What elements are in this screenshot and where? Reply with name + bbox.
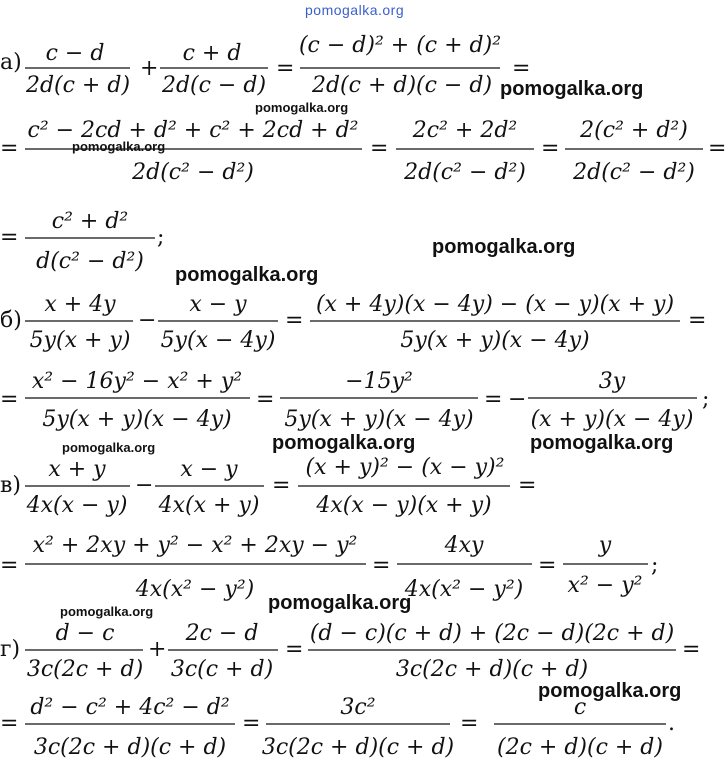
- equals-sign: =: [285, 637, 304, 662]
- equals-sign: =: [688, 308, 707, 333]
- fraction-numerator: d² − c² + 4c² − d²: [30, 695, 230, 720]
- fraction-numerator: 3y: [598, 369, 626, 394]
- fraction-numerator: x + y: [48, 457, 106, 482]
- equals-sign: =: [682, 637, 701, 662]
- equals-sign: =: [512, 56, 531, 81]
- fraction-denominator: 2d(c − d): [161, 73, 267, 98]
- equals-sign: =: [0, 136, 19, 161]
- fraction-numerator: x² − 16y² − x² + y²: [31, 369, 243, 394]
- fraction-denominator: 3c(2c + d)(c + d): [261, 735, 455, 760]
- equals-sign: =: [272, 473, 291, 498]
- fraction-numerator: x − y: [180, 457, 238, 482]
- watermark: pomogalka.org: [530, 432, 674, 454]
- part-b-step-2: [0, 360, 728, 435]
- fraction-denominator: 5y(x + y)(x − 4y): [42, 407, 232, 432]
- watermark: pomogalka.org: [175, 264, 319, 286]
- watermark: pomogalka.org: [268, 592, 412, 614]
- fraction-denominator: x² − y²: [567, 573, 643, 598]
- watermark: pomogalka.org: [432, 236, 576, 258]
- minus-sign: −: [135, 473, 154, 498]
- part-v-step-1: [0, 452, 728, 522]
- part-a-label: а): [0, 50, 22, 75]
- fraction-denominator: (2c + d)(c + d): [497, 735, 663, 760]
- fraction-numerator: −15y²: [345, 369, 413, 394]
- equals-sign: =: [0, 711, 19, 736]
- fraction-denominator: 5y(x + y)(x − 4y): [284, 407, 474, 432]
- fraction-denominator: 3c(2c + d)(c + d): [33, 735, 227, 760]
- fraction-numerator: x − y: [189, 292, 247, 317]
- fraction-numerator: (c − d)² + (c + d)²: [298, 33, 502, 58]
- fraction-numerator: c + d: [182, 41, 242, 66]
- equals-sign: =: [372, 553, 391, 578]
- fraction-numerator: 2c − d: [185, 621, 259, 646]
- fraction-denominator: d(c² − d²): [36, 249, 144, 274]
- fraction-numerator: (x + y)² − (x − y)²: [305, 455, 505, 480]
- fraction-denominator: 4x(x − y)(x + y): [316, 493, 492, 518]
- fraction-denominator: 4x(x² − y²): [404, 577, 524, 602]
- fraction-numerator: 2c² + 2d²: [412, 118, 518, 143]
- equals-sign: =: [460, 711, 479, 736]
- fraction-numerator: c − d: [45, 41, 105, 66]
- fraction-denominator: 5y(x + y)(x − 4y): [400, 328, 590, 353]
- fraction-denominator: 3c(2c + d)(c + d): [395, 657, 589, 682]
- part-a-result: [0, 200, 728, 280]
- part-b-step-1: [0, 285, 728, 355]
- watermark: pomogalka.org: [60, 604, 154, 619]
- fraction-denominator: 4x(x − y): [26, 493, 128, 518]
- period: .: [668, 711, 675, 736]
- semicolon: ;: [702, 387, 710, 412]
- equals-sign: =: [484, 387, 503, 412]
- fraction-denominator: 5y(x + y): [29, 328, 131, 353]
- fraction-denominator: 2d(c² − d²): [132, 160, 254, 185]
- fraction-denominator: 5y(x − 4y): [160, 328, 276, 353]
- equals-sign: =: [370, 136, 389, 161]
- minus-sign: −: [138, 308, 157, 333]
- equals-sign: =: [0, 387, 19, 412]
- fraction-numerator: 2(c² + d²): [580, 118, 688, 143]
- fraction-denominator: 2d(c² − d²): [573, 160, 695, 185]
- part-g-label: г): [0, 637, 21, 662]
- part-b-label: б): [0, 308, 22, 333]
- fraction-numerator: 4xy: [444, 533, 484, 558]
- fraction-numerator: x² + 2xy + y² − x² + 2xy − y²: [32, 533, 358, 558]
- equals-sign: =: [541, 136, 560, 161]
- fraction-denominator: 3c(c + d): [170, 657, 274, 682]
- equals-sign: =: [0, 553, 19, 578]
- watermark: pomogalka.org: [500, 78, 644, 100]
- equals-sign: =: [242, 711, 261, 736]
- fraction-denominator: 3c(2c + d): [26, 657, 144, 682]
- watermark: pomogalka.org: [272, 432, 416, 454]
- part-v-label: в): [0, 473, 21, 498]
- equals-sign: =: [256, 387, 275, 412]
- fraction-numerator: y: [598, 533, 612, 558]
- fraction-denominator: 2d(c² − d²): [404, 160, 526, 185]
- watermark: pomogalka.org: [72, 139, 166, 154]
- equals-sign: =: [518, 473, 537, 498]
- fraction-numerator: 3c²: [340, 695, 376, 720]
- equals-sign: =: [276, 56, 295, 81]
- fraction-numerator: (x + 4y)(x − 4y) − (x − y)(x + y): [315, 292, 675, 317]
- equals-sign: =: [285, 308, 304, 333]
- semicolon: ;: [651, 553, 659, 578]
- watermark: pomogalka.org: [255, 100, 349, 115]
- fraction-denominator: (x + y)(x − 4y): [530, 407, 694, 432]
- semicolon: ;: [157, 225, 165, 250]
- fraction-denominator: 2d(c + d)(c − d): [311, 73, 493, 98]
- equals-sign: =: [538, 553, 557, 578]
- watermark: pomogalka.org: [62, 440, 156, 455]
- fraction-denominator: 4x(x² − y²): [135, 577, 255, 602]
- fraction-numerator: d − c: [55, 621, 115, 646]
- fraction-numerator: c: [573, 695, 587, 720]
- fraction-denominator: 2d(c + d): [25, 73, 131, 98]
- part-g-step-1: [0, 612, 728, 687]
- plus-sign: +: [148, 637, 167, 662]
- part-g-step-2: [0, 690, 728, 762]
- plus-sign: +: [140, 56, 159, 81]
- fraction-denominator: 4x(x + y): [158, 493, 260, 518]
- equals-sign: =: [0, 225, 19, 250]
- fraction-numerator: (d − c)(c + d) + (2c − d)(2c + d): [309, 621, 675, 646]
- fraction-numerator: c² + d²: [51, 209, 129, 234]
- equals-sign: =: [708, 136, 727, 161]
- watermark: pomogalka.org: [538, 680, 682, 702]
- watermark-top: pomogalka.org: [305, 2, 405, 18]
- minus-sign: −: [508, 387, 527, 412]
- fraction-numerator: x + 4y: [44, 292, 116, 317]
- fraction-numerator: c² − 2cd + d² + c² + 2cd + d²: [27, 118, 359, 143]
